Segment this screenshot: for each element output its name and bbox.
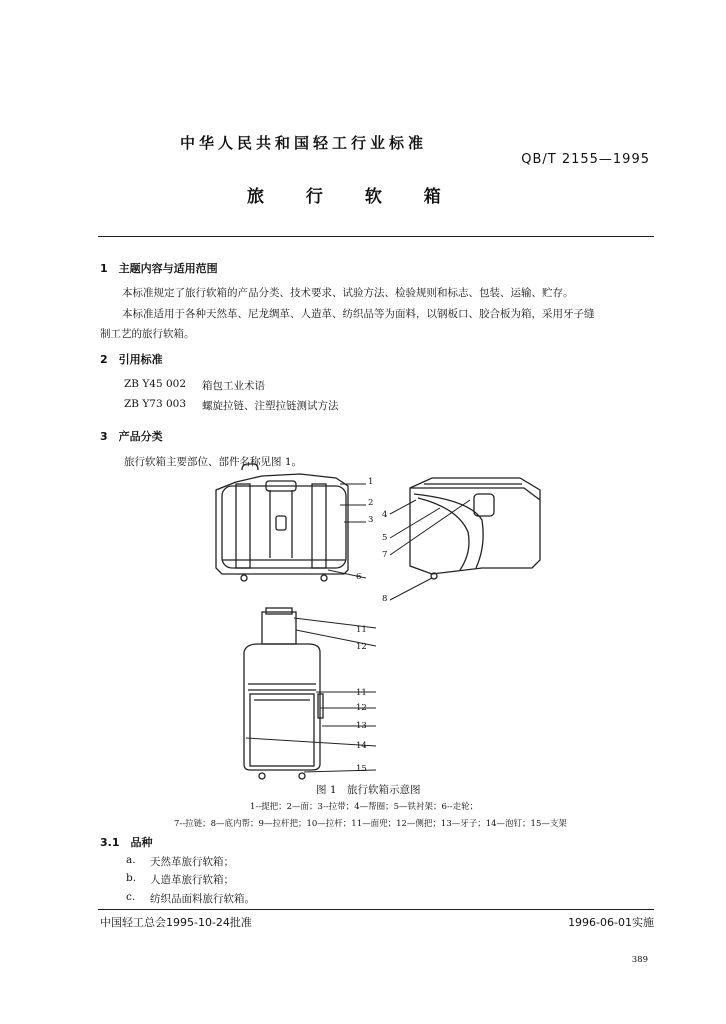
figure-label-1: 1: [368, 477, 374, 487]
figure-label-8: 8: [382, 594, 388, 604]
effective-date: 1996-06-01实施: [568, 916, 654, 929]
footer-rule: [98, 909, 654, 910]
item-c-text: 纺织品面料旅行软箱。: [150, 893, 255, 905]
figure-label-3: 3: [368, 515, 374, 525]
section-1-paragraph-2: 本标准适用于各种天然革、尼龙绸革、人造革、纺织品等为面料，以钢板口、胶合板为箱，采用牙子缝: [122, 308, 595, 320]
figure-label-14: 14: [356, 741, 367, 751]
item-a-text: 天然革旅行软箱；: [150, 856, 234, 868]
reference-1-name: 箱包工业术语: [202, 380, 265, 392]
figure-label-15: 15: [356, 764, 367, 774]
section-1-heading: 1 主题内容与适用范围: [100, 262, 218, 275]
figure-label-11a: 11: [356, 625, 367, 635]
soft-case-open-drawing: [410, 478, 540, 579]
figure-label-11b: 11: [356, 688, 367, 698]
figure-caption: 图 1 旅行软箱示意图: [316, 784, 421, 796]
reference-1-code: ZB Y45 002: [124, 378, 187, 390]
section-1-paragraph-1: 本标准规定了旅行软箱的产品分类、技术要求、试验方法、检验规则和标志、包装、运输、贮存。: [122, 287, 574, 299]
figure-label-2: 2: [368, 498, 374, 508]
section-1-paragraph-2-cont: 制工艺的旅行软箱。: [100, 328, 195, 340]
figure-label-12a: 12: [356, 642, 367, 652]
figure-label-5: 5: [382, 533, 388, 543]
section-3-heading: 3 产品分类: [100, 430, 163, 443]
figure-legend-line-1: 1--提把；2—面；3--拉带；4—帮圈；5—铁衬架；6--走轮；: [250, 802, 479, 812]
reference-2-name: 螺旋拉链、注塑拉链测试方法: [202, 400, 339, 412]
item-c-marker: c.: [126, 891, 136, 903]
section-2-heading: 2 引用标准: [100, 353, 163, 366]
reference-2-code: ZB Y73 003: [124, 398, 187, 410]
section-3-1-heading: 3.1 品种: [100, 836, 153, 849]
figure-label-13: 13: [356, 721, 367, 731]
figure-label-4: 4: [382, 510, 388, 520]
trolley-case-drawing: [244, 608, 323, 779]
figure-label-12b: 12: [356, 703, 367, 713]
section-3-intro: 旅行软箱主要部位、部件名称见图 1。: [124, 456, 303, 468]
item-b-text: 人造革旅行软箱；: [150, 874, 234, 886]
approval-date: 中国轻工总会1995-10-24批准: [100, 916, 252, 929]
figure-legend-line-2: 7--拉链；8—底内帮；9—拉杆把；10—拉杆；11—面兜；12—侧把；13—牙子；14—泡钉；15—支架: [174, 819, 567, 829]
issuer-title: 中华人民共和国轻工行业标准: [180, 134, 428, 152]
item-b-marker: b.: [126, 872, 137, 884]
figure-label-7: 7: [382, 550, 388, 560]
standard-code: QB/T 2155—1995: [521, 152, 650, 167]
figure-label-6: 6: [356, 572, 362, 582]
soft-case-front-drawing: [216, 464, 348, 581]
page-number: 389: [631, 955, 648, 965]
item-a-marker: a.: [126, 854, 136, 866]
document-title: 旅 行 软 箱: [247, 187, 459, 207]
